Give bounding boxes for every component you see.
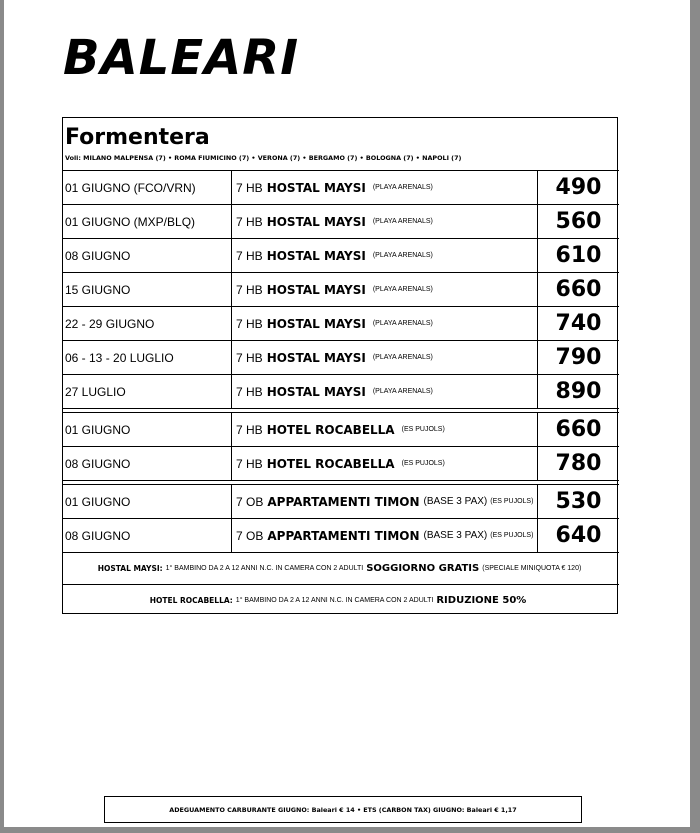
row-location: (ES PUJOLS) [401, 426, 445, 433]
row-hotel-name: HOTEL ROCABELLA [266, 456, 395, 471]
table-row [63, 447, 619, 481]
row-hotel-name: HOSTAL MAYSI [266, 180, 366, 195]
row-location: (PLAYA ARENALS) [372, 218, 433, 225]
row-hotel [231, 447, 537, 480]
note-lead: HOSTAL MAYSI: [97, 564, 163, 573]
row-date: 01 GIUGNO (MXP/BLQ) [65, 214, 196, 229]
row-board: 7 HB [236, 384, 263, 399]
note-highlight: RIDUZIONE 50% [436, 594, 527, 606]
row-date: 01 GIUGNO [65, 422, 131, 437]
table-header [63, 118, 619, 171]
row-price: 660 [537, 273, 619, 306]
row-price: 490 [537, 171, 619, 204]
table-row [63, 307, 619, 341]
row-hotel-name: HOSTAL MAYSI [266, 282, 366, 297]
price-table [62, 117, 618, 614]
row-board: 7 OB [236, 494, 264, 509]
row-board: 7 HB [236, 422, 263, 437]
row-hotel-name: HOTEL ROCABELLA [266, 422, 395, 437]
page-frame-right [690, 0, 700, 833]
row-date: 06 - 13 - 20 LUGLIO [65, 350, 174, 365]
note-text: 1° BAMBINO DA 2 A 12 ANNI N.C. IN CAMERA CON 2 ADULTI [165, 565, 364, 572]
row-hotel [231, 273, 537, 306]
table-row [63, 413, 619, 447]
flights-line: Voli: MILANO MALPENSA (7) • ROMA FIUMICINO (7) • VERONA (7) • BERGAMO (7) • BOLOGNA (7) • NAPOLI (7) [65, 154, 462, 162]
row-hotel-name: APPARTAMENTI TIMON [267, 494, 420, 509]
row-date: 01 GIUGNO (FCO/VRN) [65, 180, 196, 195]
row-board: 7 OB [236, 528, 264, 543]
row-hotel [231, 239, 537, 272]
table-row [63, 341, 619, 375]
row-hotel [231, 205, 537, 238]
row-date: 27 LUGLIO [65, 384, 126, 399]
row-hotel [231, 171, 537, 204]
row-board: 7 HB [236, 214, 263, 229]
row-board: 7 HB [236, 456, 263, 471]
table-row [63, 519, 619, 553]
row-date: 08 GIUGNO [65, 248, 131, 263]
note-text: 1° BAMBINO DA 2 A 12 ANNI N.C. IN CAMERA CON 2 ADULTI [235, 596, 434, 604]
page-title: BALEARI [63, 30, 300, 86]
row-hotel-name: HOSTAL MAYSI [266, 248, 366, 263]
row-hotel [231, 413, 537, 446]
row-location: (PLAYA ARENALS) [372, 286, 433, 293]
row-location: (PLAYA ARENALS) [372, 354, 433, 361]
row-hotel-name: HOSTAL MAYSI [266, 214, 366, 229]
note-lead: HOTEL ROCABELLA: [149, 595, 233, 605]
table-row [63, 171, 619, 205]
row-location: (PLAYA ARENALS) [372, 252, 433, 259]
row-note: (BASE 3 PAX) [423, 530, 488, 541]
row-date: 01 GIUGNO [65, 494, 131, 509]
row-hotel [231, 375, 537, 408]
row-price: 890 [537, 375, 619, 408]
table-row [63, 485, 619, 519]
row-location: (ES PUJOLS) [490, 532, 534, 539]
note-hotel-rocabella [63, 585, 619, 615]
row-hotel [231, 519, 537, 552]
row-date: 08 GIUGNO [65, 528, 131, 543]
row-hotel-name: HOSTAL MAYSI [266, 384, 366, 399]
row-note: (BASE 3 PAX) [423, 496, 488, 507]
row-board: 7 HB [236, 316, 263, 331]
row-board: 7 HB [236, 180, 263, 195]
row-hotel [231, 341, 537, 374]
table-row [63, 375, 619, 409]
note-highlight: SOGGIORNO GRATIS [366, 563, 480, 574]
row-date: 08 GIUGNO [65, 456, 131, 471]
row-date: 22 - 29 GIUGNO [65, 316, 155, 331]
row-date: 15 GIUGNO [65, 282, 131, 297]
fuel-surcharge-footer: ADEGUAMENTO CARBURANTE GIUGNO: Baleari € 14 • ETS (CARBON TAX) GIUGNO: Baleari € 1,17 [104, 796, 582, 823]
page-frame-bottom [0, 827, 700, 833]
row-price: 560 [537, 205, 619, 238]
region-title: Formentera [65, 125, 210, 150]
row-location: (ES PUJOLS) [490, 498, 534, 505]
row-location: (PLAYA ARENALS) [372, 388, 433, 395]
row-price: 790 [537, 341, 619, 374]
row-location: (ES PUJOLS) [401, 460, 445, 467]
note-tail: (SPECIALE MINIQUOTA € 120) [482, 565, 582, 572]
table-row [63, 239, 619, 273]
row-price: 780 [537, 447, 619, 480]
row-price: 610 [537, 239, 619, 272]
row-location: (PLAYA ARENALS) [372, 184, 433, 191]
row-hotel [231, 307, 537, 340]
row-price: 660 [537, 413, 619, 446]
row-board: 7 HB [236, 282, 263, 297]
row-hotel-name: HOSTAL MAYSI [266, 316, 366, 331]
row-board: 7 HB [236, 248, 263, 263]
note-hostal-maysi [63, 553, 619, 585]
row-price: 740 [537, 307, 619, 340]
row-hotel-name: HOSTAL MAYSI [266, 350, 366, 365]
row-price: 530 [537, 485, 619, 518]
row-hotel [231, 485, 537, 518]
page-frame-left [0, 0, 4, 833]
row-board: 7 HB [236, 350, 263, 365]
row-location: (PLAYA ARENALS) [372, 320, 433, 327]
row-price: 640 [537, 519, 619, 552]
row-hotel-name: APPARTAMENTI TIMON [267, 528, 420, 543]
table-row [63, 205, 619, 239]
table-row [63, 273, 619, 307]
